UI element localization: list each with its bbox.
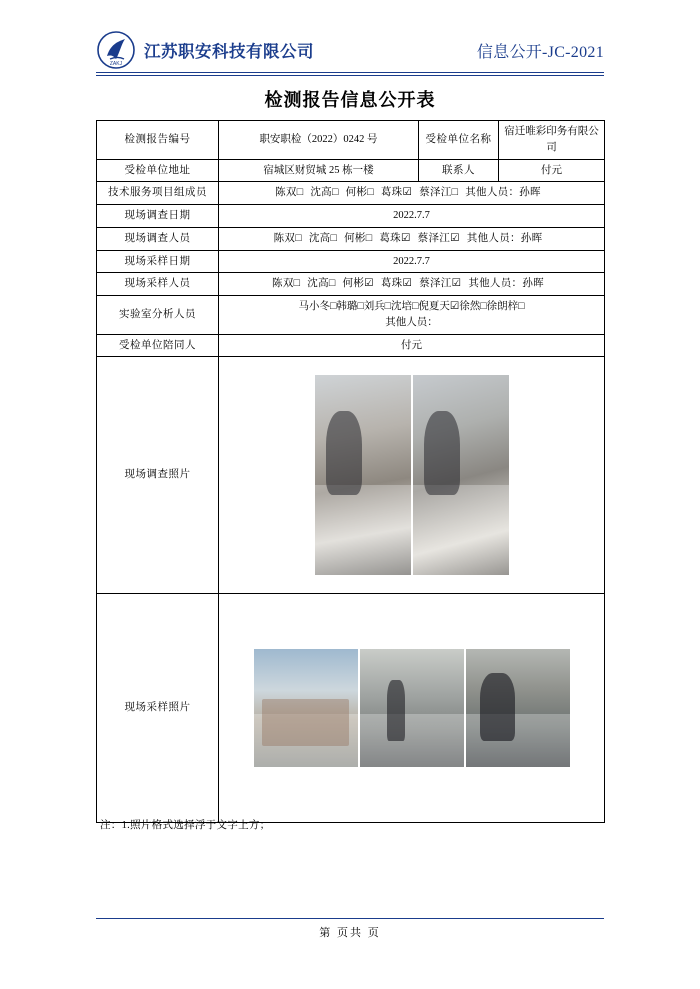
footer-divider <box>96 918 604 919</box>
sampling-staff <box>219 273 605 296</box>
table-row <box>97 273 605 296</box>
footnote: 注：1.照片格式选择浮于文字上方； <box>100 820 271 831</box>
staff-checkbox-5[interactable]: 蔡泽江☑ <box>419 278 462 290</box>
staff-checkbox-2[interactable]: 沈高□ <box>310 187 339 199</box>
survey-staff-label: 现场调查人员 <box>97 227 219 250</box>
staff-checkbox-4[interactable]: 葛珠☑ <box>380 278 413 290</box>
lab-staff <box>219 296 605 335</box>
table-row <box>97 205 605 228</box>
survey-photo-2 <box>413 375 509 575</box>
team-label: 技术服务项目组成员 <box>97 182 219 205</box>
client-label: 受检单位名称 <box>419 121 499 160</box>
page-number: 第 页共 页 <box>319 927 381 939</box>
table-row <box>97 334 605 357</box>
table-row <box>97 250 605 273</box>
address-label: 受检单位地址 <box>97 159 219 182</box>
staff-checkbox-6[interactable]: 徐然□ <box>459 301 487 312</box>
table-row <box>97 159 605 182</box>
survey-date-value: 2022.7.7 <box>219 205 605 228</box>
document-code: 信息公开-JC-2021 <box>476 43 604 61</box>
table-row <box>97 182 605 205</box>
brand <box>96 30 314 70</box>
staff-checkbox-7[interactable]: 徐朗梓□ <box>486 301 525 312</box>
report-no-label: 检测报告编号 <box>97 121 219 160</box>
lab-staff-label: 实验室分析人员 <box>97 296 219 335</box>
table-row <box>97 121 605 160</box>
sampling-photo-label: 现场采样照片 <box>97 594 219 823</box>
staff-checkbox-3[interactable]: 何彬□ <box>345 187 374 199</box>
sampling-photo-2 <box>360 649 464 767</box>
staff-checkbox-5[interactable]: 蔡泽江☑ <box>417 232 460 244</box>
contact-value: 付元 <box>499 159 605 182</box>
contact-label: 联系人 <box>419 159 499 182</box>
page-title: 检测报告信息公开表 <box>264 90 436 110</box>
staff-checkbox-3[interactable]: 何彬☑ <box>342 278 374 290</box>
staff-others: 其他人员：孙晖 <box>465 187 541 199</box>
sampling-photo-3 <box>466 649 570 767</box>
client-value: 宿迁唯彩印务有限公司 <box>499 121 605 160</box>
lab-others-label: 其他人员： <box>385 316 438 328</box>
staff-checkbox-2[interactable]: 沈高□ <box>307 278 336 290</box>
address-value: 宿城区财贸城 25 栋一楼 <box>219 159 419 182</box>
staff-checkbox-4[interactable]: 葛珠☑ <box>380 187 413 199</box>
company-logo-icon <box>96 30 136 70</box>
company-name: 江苏职安科技有限公司 <box>144 42 314 61</box>
sampling-date-label: 现场采样日期 <box>97 250 219 273</box>
sampling-date-value: 2022.7.7 <box>219 250 605 273</box>
table-row-photos <box>97 594 605 823</box>
survey-date-label: 现场调查日期 <box>97 205 219 228</box>
staff-checkbox-2[interactable]: 韩璐□ <box>336 301 364 312</box>
staff-checkbox-2[interactable]: 沈高□ <box>308 232 338 244</box>
table-row <box>97 227 605 250</box>
staff-checkbox-1[interactable]: 陈双□ <box>275 187 304 199</box>
page-header <box>96 28 604 72</box>
staff-others: 其他人员：孙晖 <box>466 232 543 244</box>
survey-staff <box>219 227 605 250</box>
staff-checkbox-4[interactable]: 葛珠☑ <box>379 232 411 244</box>
survey-photo-1 <box>315 375 411 575</box>
team-members <box>219 182 605 205</box>
staff-checkbox-4[interactable]: 沈培□ <box>391 301 419 312</box>
header-divider-thin <box>96 75 604 76</box>
staff-checkbox-3[interactable]: 何彬□ <box>344 232 373 244</box>
staff-others: 其他人员：孙晖 <box>468 278 544 290</box>
report-no-value: 职安职检（2022）0242 号 <box>219 121 419 160</box>
header-divider <box>96 72 604 73</box>
table-row <box>97 296 605 335</box>
table-row-photos <box>97 357 605 594</box>
survey-photo-label: 现场调查照片 <box>97 357 219 594</box>
info-table <box>96 120 605 823</box>
sampling-photo-cell <box>219 594 605 823</box>
sampling-photo-group <box>223 649 600 767</box>
staff-checkbox-1[interactable]: 陈双□ <box>272 278 301 290</box>
sampling-photo-1 <box>254 649 358 767</box>
staff-checkbox-5[interactable]: 蔡泽江□ <box>419 187 459 199</box>
staff-checkbox-1[interactable]: 陈双□ <box>273 232 302 244</box>
survey-photo-group <box>223 375 600 575</box>
escort-label: 受检单位陪同人 <box>97 334 219 357</box>
staff-checkbox-5[interactable]: 倪夏天☑ <box>418 301 460 312</box>
staff-checkbox-1[interactable]: 马小冬□ <box>298 301 337 312</box>
escort-value: 付元 <box>219 334 605 357</box>
sampling-staff-label: 现场采样人员 <box>97 273 219 296</box>
staff-checkbox-3[interactable]: 刘兵□ <box>363 301 392 312</box>
survey-photo-cell <box>219 357 605 594</box>
svg-text:ZAKJ: ZAKJ <box>109 61 123 67</box>
